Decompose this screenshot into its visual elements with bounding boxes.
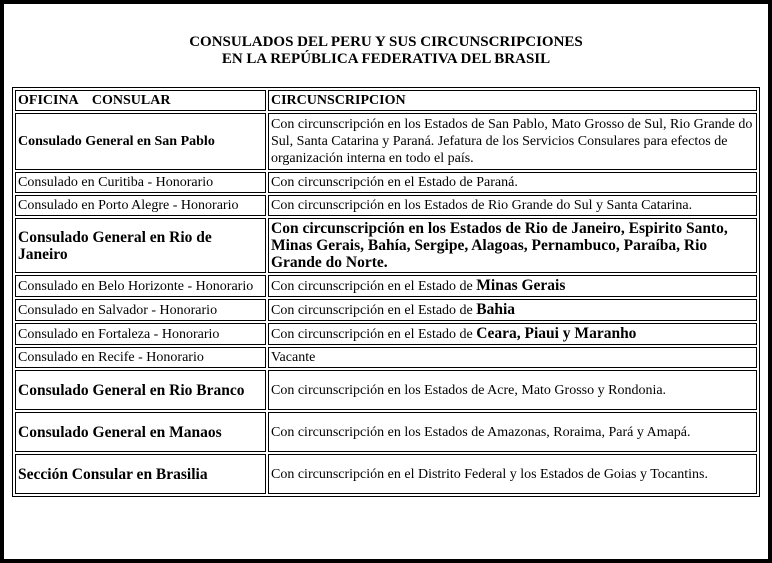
office-cell: Consulado en Fortaleza - Honorario <box>15 323 266 345</box>
office-cell: Consulado General en Rio de Janeiro <box>15 218 266 273</box>
office-cell: Consulado en Recife - Honorario <box>15 347 266 368</box>
office-cell: Consulado General en Manaos <box>15 412 266 452</box>
table-row <box>15 370 757 410</box>
table-row <box>15 412 757 452</box>
title-line-2: EN LA REPÚBLICA FEDERATIVA DEL BRASIL <box>221 51 551 67</box>
jurisdiction-cell: Vacante <box>268 347 757 368</box>
table-row <box>15 113 757 170</box>
jurisdiction-cell: Con circunscripción en el Estado de Paraná. <box>268 172 757 193</box>
table-row <box>15 275 757 297</box>
jurisdiction-state: Bahia <box>476 301 516 318</box>
jurisdiction-cell <box>268 299 757 321</box>
table-row <box>15 323 757 345</box>
jurisdiction-prefix: Con circunscripción en el Estado de <box>271 279 477 294</box>
jurisdiction-prefix: Con circunscripción en el Estado de <box>271 327 477 342</box>
header-jurisdiction: CIRCUNSCRIPCION <box>268 90 757 111</box>
jurisdiction-cell: Con circunscripción en los Estados de Amazonas, Roraima, Pará y Amapá. <box>268 412 757 452</box>
office-cell: Consulado en Belo Horizonte - Honorario <box>15 275 266 297</box>
jurisdiction-prefix: Con circunscripción en el Estado de <box>271 303 477 318</box>
table-row <box>15 454 757 494</box>
table-header-row <box>15 90 757 111</box>
document-title <box>4 34 768 68</box>
office-cell: Consulado General en San Pablo <box>15 113 266 170</box>
jurisdiction-cell: Con circunscripción en los Estados de Acre, Mato Grosso y Rondonia. <box>268 370 757 410</box>
table-row <box>15 218 757 273</box>
header-office: OFICINA CONSULAR <box>15 90 266 111</box>
table-row <box>15 299 757 321</box>
title-line-1: CONSULADOS DEL PERU Y SUS CIRCUNSCRIPCIONES <box>189 34 583 50</box>
table-row <box>15 172 757 193</box>
office-cell: Sección Consular en Brasilia <box>15 454 266 494</box>
office-cell: Consulado en Salvador - Honorario <box>15 299 266 321</box>
jurisdiction-cell <box>268 323 757 345</box>
jurisdiction-cell: Con circunscripción en los Estados de Rio Grande do Sul y Santa Catarina. <box>268 195 757 216</box>
consulates-table <box>12 87 760 497</box>
jurisdiction-cell: Con circunscripción en los Estados de San Pablo, Mato Grosso de Sul, Rio Grande do Sul, Santa Catarina y Paraná. Jefatura de los Servicios Consulares para efectos de organización interna en todo el país. <box>268 113 757 170</box>
jurisdiction-cell: Con circunscripción en los Estados de Rio de Janeiro, Espirito Santo, Minas Gerais, Bahía, Sergipe, Alagoas, Pernambuco, Paraíba, Rio Grande do Norte. <box>268 218 757 273</box>
table-row <box>15 347 757 368</box>
table-row <box>15 195 757 216</box>
office-cell: Consulado en Porto Alegre - Honorario <box>15 195 266 216</box>
document-page <box>4 4 768 559</box>
office-cell: Consulado en Curitiba - Honorario <box>15 172 266 193</box>
jurisdiction-state: Minas Gerais <box>476 277 566 294</box>
jurisdiction-cell: Con circunscripción en el Distrito Federal y los Estados de Goias y Tocantins. <box>268 454 757 494</box>
office-cell: Consulado General en Rio Branco <box>15 370 266 410</box>
jurisdiction-state: Ceara, Piaui y Maranho <box>476 325 637 342</box>
jurisdiction-cell <box>268 275 757 297</box>
